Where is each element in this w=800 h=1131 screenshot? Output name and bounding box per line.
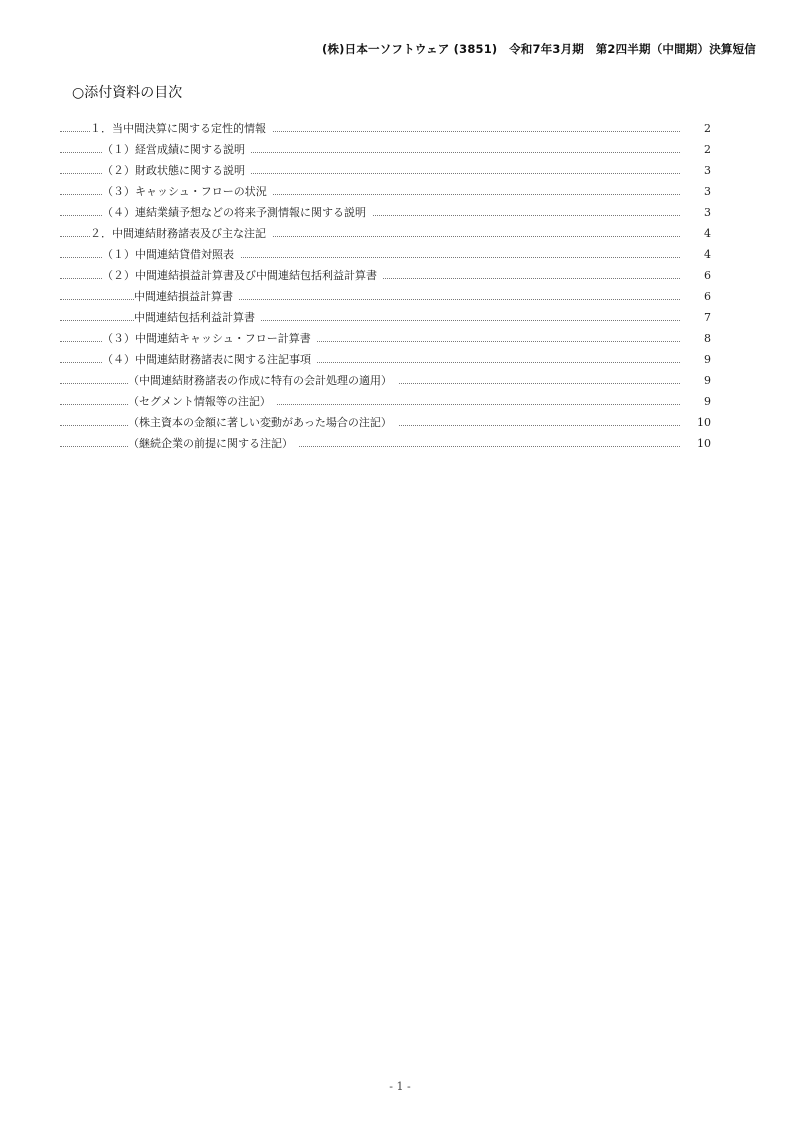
- toc-entry-page: 10: [697, 437, 711, 450]
- toc-entry[interactable]: [0, 120, 800, 138]
- toc-entry-label: 中間連結損益計算書: [134, 288, 239, 306]
- page-number: - 1 -: [389, 1080, 411, 1093]
- toc-entry-label: （継続企業の前提に関する注記）: [128, 435, 299, 453]
- toc-entry[interactable]: [0, 225, 800, 243]
- toc-title: ○添付資料の目次: [72, 85, 183, 101]
- toc-entry-page: 6: [704, 290, 711, 303]
- toc-entry-page: 4: [704, 227, 711, 240]
- toc-entry[interactable]: [0, 309, 800, 327]
- toc-entry-label: １．当中間決算に関する定性的情報: [90, 120, 272, 138]
- toc-entry[interactable]: [0, 372, 800, 390]
- toc-entry-page: 3: [704, 185, 711, 198]
- toc-entry-label: ２．中間連結財務諸表及び主な注記: [90, 225, 272, 243]
- toc-entry[interactable]: [0, 330, 800, 348]
- toc-entry[interactable]: [0, 204, 800, 222]
- toc-entry-label: （２）中間連結損益計算書及び中間連結包括利益計算書: [102, 267, 383, 285]
- page-header: (株)日本一ソフトウェア (3851) 令和7年3月期 第2四半期（中間期）決算短信: [322, 42, 756, 56]
- toc-entry-label: （４）連結業績予想などの将来予測情報に関する説明: [102, 204, 372, 222]
- toc-entry[interactable]: [0, 351, 800, 369]
- toc-entry[interactable]: [0, 183, 800, 201]
- toc-entry[interactable]: [0, 288, 800, 306]
- toc-entry-page: 9: [704, 374, 711, 387]
- toc-entry[interactable]: [0, 435, 800, 453]
- toc-entry[interactable]: [0, 267, 800, 285]
- toc-entry-page: 9: [704, 395, 711, 408]
- toc-entry-label: （１）中間連結貸借対照表: [102, 246, 240, 264]
- toc-entry[interactable]: [0, 162, 800, 180]
- toc-entry-page: 3: [704, 206, 711, 219]
- toc-entry-label: （株主資本の金額に著しい変動があった場合の注記）: [128, 414, 398, 432]
- toc-entry-label: （中間連結財務諸表の作成に特有の会計処理の適用）: [128, 372, 398, 390]
- toc-entry-label: （セグメント情報等の注記）: [128, 393, 277, 411]
- toc-entry-page: 2: [704, 122, 711, 135]
- toc-entry-label: （４）中間連結財務諸表に関する注記事項: [102, 351, 317, 369]
- toc-entry-page: 4: [704, 248, 711, 261]
- toc-entry[interactable]: [0, 246, 800, 264]
- toc-entry-label: 中間連結包括利益計算書: [134, 309, 261, 327]
- toc-entry-label: （１）経営成績に関する説明: [102, 141, 251, 159]
- toc-entry-page: 3: [704, 164, 711, 177]
- toc-entry-page: 9: [704, 353, 711, 366]
- toc-entry-label: （２）財政状態に関する説明: [102, 162, 251, 180]
- toc-entry-label: （３）中間連結キャッシュ・フロー計算書: [102, 330, 317, 348]
- toc-entry-page: 6: [704, 269, 711, 282]
- toc-entry[interactable]: [0, 141, 800, 159]
- toc-entry-page: 10: [697, 416, 711, 429]
- toc-entry[interactable]: [0, 393, 800, 411]
- toc-entry[interactable]: [0, 414, 800, 432]
- toc-entry-page: 7: [704, 311, 711, 324]
- toc-entry-label: （３）キャッシュ・フローの状況: [102, 183, 273, 201]
- toc-entry-page: 8: [704, 332, 711, 345]
- toc-entry-page: 2: [704, 143, 711, 156]
